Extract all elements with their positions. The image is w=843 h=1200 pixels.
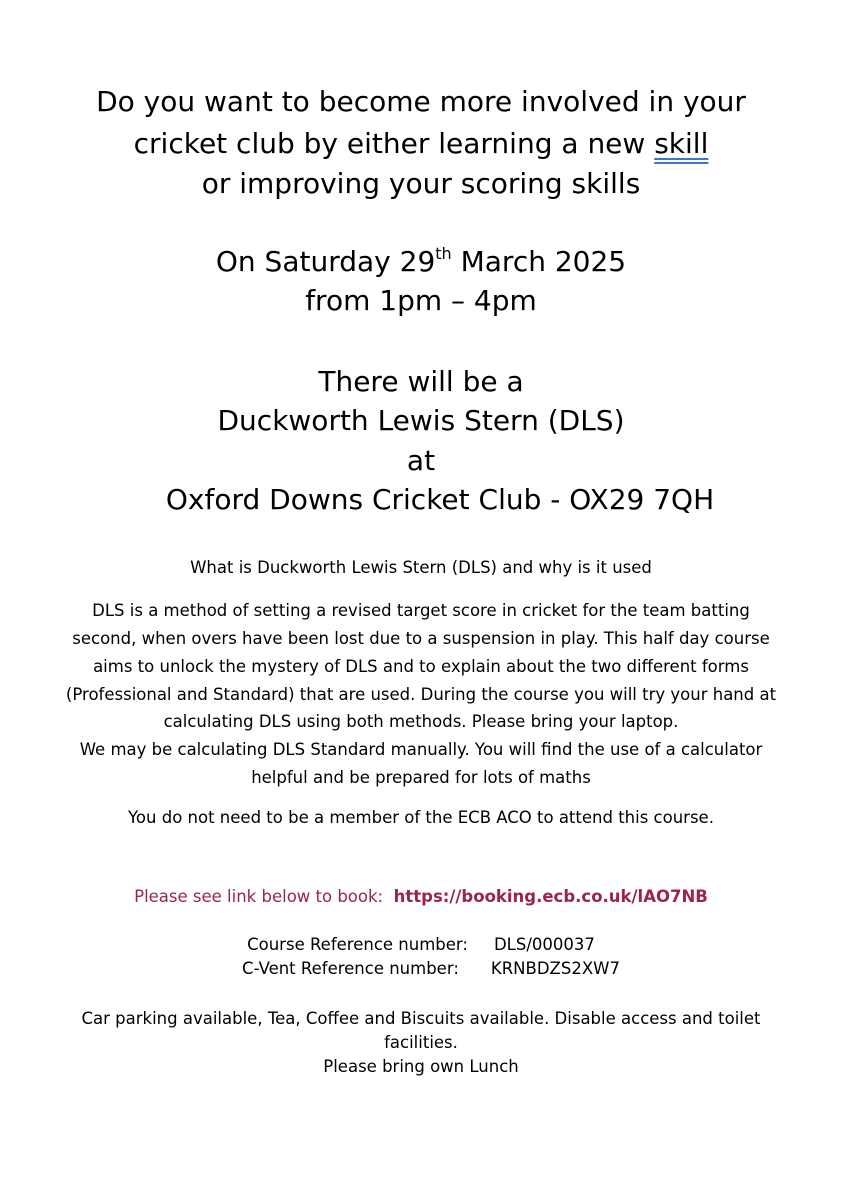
course-reference	[247, 934, 595, 956]
event-time: from 1pm – 4pm	[305, 284, 537, 317]
membership-note: You do not need to be a member of the ECB ACO to attend this course.	[128, 808, 714, 827]
event-date-prefix: On Saturday 29	[215, 245, 436, 278]
booking-prompt: Please see link below to book:	[134, 887, 384, 906]
event-line-1: There will be a	[318, 365, 524, 398]
body-para-line: aims to unlock the mystery of DLS and to explain about the two different forms	[93, 657, 749, 676]
course-reference-value: DLS/000037	[493, 935, 595, 954]
facilities-line-1: Car parking available, Tea, Coffee and Biscuits available. Disable access and toilet	[81, 1009, 761, 1028]
cvent-reference-value: KRNBDZS2XW7	[490, 959, 620, 978]
body-para-line: calculating DLS using both methods. Please bring your laptop.	[163, 712, 679, 731]
event-date-rest: March 2025	[451, 245, 627, 278]
booking-line	[134, 886, 708, 908]
heading-line-2	[134, 126, 709, 162]
body-para-line: DLS is a method of setting a revised target score in cricket for the team batting	[92, 601, 750, 620]
skill-word: skill	[654, 127, 709, 160]
booking-link[interactable]: https://booking.ecb.co.uk/lAO7NB	[393, 887, 708, 906]
body-para-line: helpful and be prepared for lots of maths	[251, 768, 591, 787]
lunch-note: Please bring own Lunch	[323, 1057, 519, 1076]
date-ordinal: th	[435, 244, 452, 263]
dls-question: What is Duckworth Lewis Stern (DLS) and why is it used	[190, 558, 652, 577]
cvent-reference	[242, 958, 620, 980]
event-line-at: at	[406, 444, 436, 477]
event-title: Duckworth Lewis Stern (DLS)	[217, 404, 625, 437]
event-date	[216, 244, 626, 280]
heading-line-1: Do you want to become more involved in your	[96, 85, 746, 118]
body-para-line: We may be calculating DLS Standard manually. You will find the use of a calculator	[79, 740, 763, 759]
course-reference-label: Course Reference number:	[247, 935, 468, 954]
heading-line-3: or improving your scoring skills	[201, 167, 641, 200]
body-para-line: second, when overs have been lost due to a suspension in play. This half day course	[72, 629, 770, 648]
facilities-line-2: facilities.	[384, 1033, 458, 1052]
cvent-reference-label: C-Vent Reference number:	[242, 959, 459, 978]
event-venue: Oxford Downs Cricket Club - OX29 7QH	[165, 483, 715, 516]
body-para-line: (Professional and Standard) that are used. During the course you will try your hand at	[65, 685, 777, 704]
heading-line-2-text: cricket club by either learning a new	[133, 127, 655, 160]
